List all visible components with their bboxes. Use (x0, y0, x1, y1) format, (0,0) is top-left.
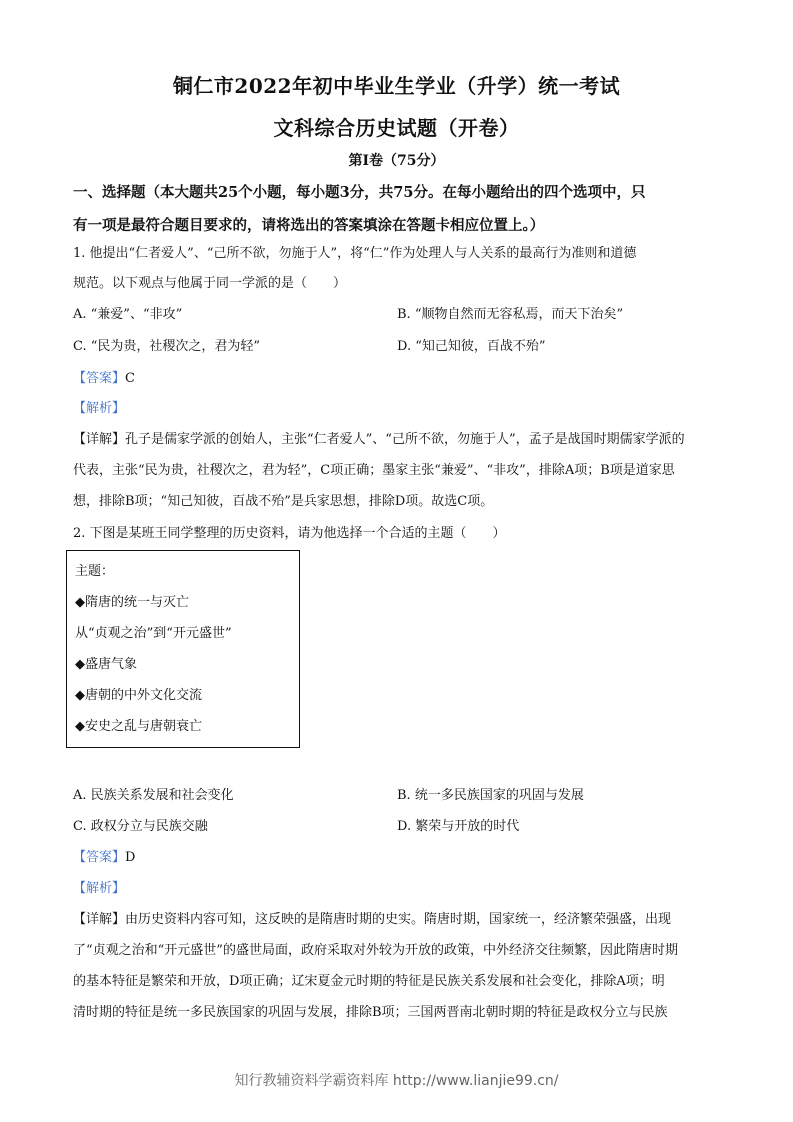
answer-tag: 【答案】 (73, 850, 126, 865)
analysis-tag: 【解析】 (73, 401, 126, 416)
box-item: ◆盛唐气象 (75, 657, 137, 672)
q1-detail-line-1: 【详解】孔子是儒家学派的创始人，主张“仁者爱人”、“己所不欲，勿施于人”，孟子是战国时期儒家学派的 (73, 432, 685, 447)
q2-option-d: D. 繁荣与开放的时代 (397, 819, 520, 834)
answer-tag: 【答案】 (73, 371, 126, 386)
q2-option-a: A. 民族关系发展和社会变化 (73, 788, 234, 803)
q2-answer (73, 848, 725, 868)
box-item: ◆安史之乱与唐朝衰亡 (75, 719, 202, 734)
q2-detail-line-1: 【详解】由历史资料内容可知，这反映的是隋唐时期的史实。隋唐时期，国家统一，经济繁荣强盛，出现 (73, 912, 672, 927)
exam-subtitle: 文科综合历史试题（开卷） (273, 116, 520, 140)
box-item: ◆唐朝的中外文化交流 (75, 688, 202, 703)
q1-stem-line-1: 1. 他提出“仁者爱人”、“己所不欲，勿施于人”，将“仁”作为处理人与人关系的最高行为准则和道德 (73, 246, 637, 261)
box-item: ◆隋唐的统一与灭亡 (75, 595, 189, 610)
q1-stem-line-2: 规范。以下观点与他属于同一学派的是（ ） (73, 276, 347, 291)
instruction-line-2: 有一项是最符合题目要求的，请将选出的答案填涂在答题卡相应位置上。） (73, 217, 545, 234)
box-item: 从“贞观之治”到“开元盛世” (75, 626, 232, 641)
q2-detail-line-2: 了“贞观之治和“开元盛世”的盛世局面，政府采取对外较为开放的政策，中外经济交往频繁，因此隋唐时期 (73, 943, 678, 958)
footer-watermark-link[interactable]: 知行教辅资料学霸资料库 http://www.lianjie99.cn/ (234, 1073, 559, 1089)
q1-analysis (73, 399, 725, 419)
answer-value: C (125, 371, 135, 386)
q1-option-d: D. “知己知彼，百战不殆” (397, 339, 546, 354)
q2-material-box (66, 550, 300, 748)
box-heading: 主题： (75, 564, 115, 579)
q2-detail-line-3: 的基本特征是繁荣和开放，D项正确；辽宋夏金元时期的特征是民族关系发展和社会变化，排除A项；明 (73, 974, 665, 989)
section-title: 第I卷（75分） (348, 153, 445, 169)
q2-analysis (73, 879, 725, 899)
instruction-line-1: 一、选择题（本大题共25个小题，每小题3分，共75分。在每小题给出的四个选项中，只 (73, 184, 646, 201)
exam-title: 铜仁市2022年初中毕业生学业（升学）统一考试 (172, 74, 621, 98)
q1-answer (73, 369, 725, 389)
analysis-tag: 【解析】 (73, 881, 126, 896)
detail-tag: 【详解】 (73, 912, 126, 927)
q1-option-a: A. “兼爱”、“非攻” (73, 307, 183, 322)
q1-option-c: C. “民为贵，社稷次之，君为轻” (73, 339, 261, 354)
answer-value: D (125, 850, 136, 865)
q2-option-c: C. 政权分立与民族交融 (73, 819, 208, 834)
q2-stem: 2. 下图是某班王同学整理的历史资料，请为他选择一个合适的主题（ ） (73, 526, 506, 541)
q1-option-b: B. “顺物自然而无容私焉，而天下治矣” (397, 307, 624, 322)
q1-detail-line-2: 代表，主张“民为贵，社稷次之，君为轻”，C项正确；墨家主张“兼爱”、“非攻”，排除A项；B项是道家思 (73, 463, 675, 478)
detail-tag: 【详解】 (73, 432, 126, 447)
q2-option-b: B. 统一多民族国家的巩固与发展 (397, 788, 584, 803)
section-instruction (73, 176, 725, 242)
q2-detail-line-4: 清时期的特征是统一多民族国家的巩固与发展，排除B项；三国两晋南北朝时期的特征是政权分立与民族 (73, 1005, 668, 1020)
q1-detail-line-3: 想，排除B项；“知己知彼，百战不殆”是兵家思想，排除D项。故选C项。 (73, 494, 494, 509)
